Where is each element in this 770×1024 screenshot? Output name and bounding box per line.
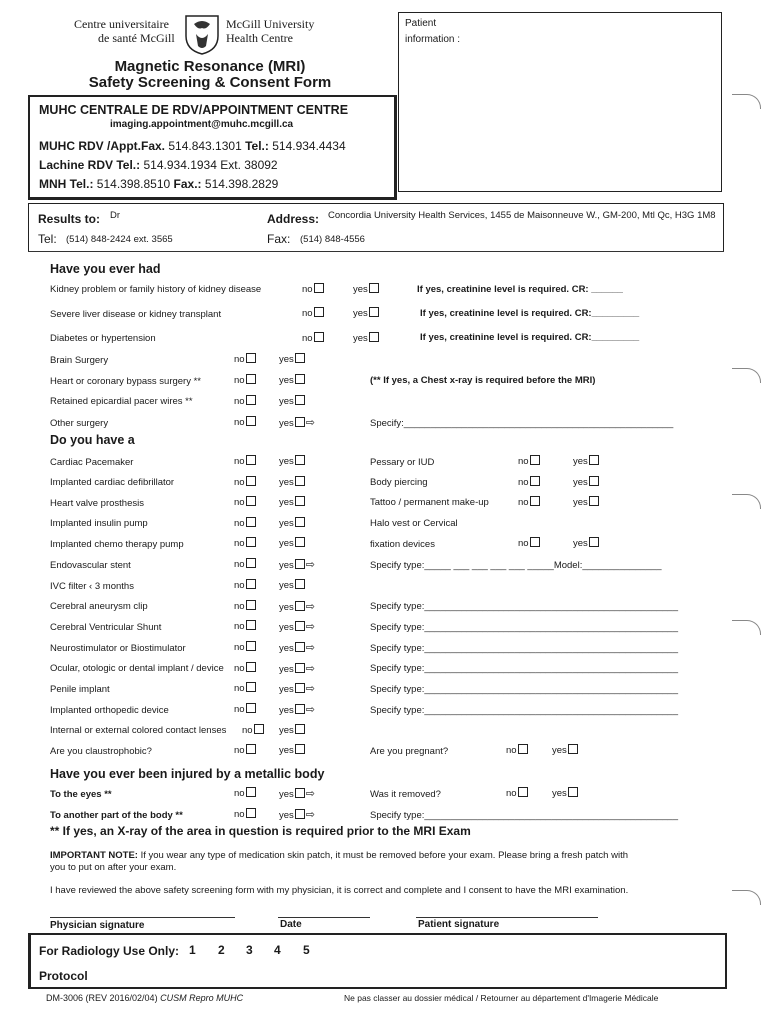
ocular-implant-question: Ocular, otologic or dental implant / device xyxy=(50,663,224,674)
shunt-specify[interactable]: Specify type:________________________________________________ xyxy=(370,622,678,633)
ocular-yes[interactable]: yes ⇨ xyxy=(279,663,316,675)
radiology-option-1[interactable]: 1 xyxy=(189,943,196,957)
lenses-no[interactable]: no xyxy=(242,724,264,736)
removed-no[interactable]: no xyxy=(506,787,528,799)
other-surgery-question: Other surgery xyxy=(50,418,109,429)
lachine-rdv-label: Lachine RDV Tel.: xyxy=(39,158,141,172)
pregnant-yes[interactable]: yes xyxy=(552,744,578,756)
other-body-part-question: To another part of the body ** xyxy=(50,810,183,821)
fax-value[interactable]: (514) 848-4556 xyxy=(300,234,365,245)
halo-vest-question: Halo vest or Cervical xyxy=(370,518,458,529)
footer-filing-note: Ne pas classer au dossier médical / Retourner au département d'Imagerie Médicale xyxy=(344,993,659,1003)
mnh-tel-label: MNH Tel.: xyxy=(39,177,94,191)
pacemaker-no[interactable]: no xyxy=(234,455,256,467)
neuro-specify[interactable]: Specify type:________________________________________________ xyxy=(370,643,678,654)
consent-statement: I have reviewed the above safety screening form with my physician, it is correct and complete and I consent to have the MRI examination. xyxy=(50,885,629,896)
institution-fr-line2: de santé McGill xyxy=(98,31,175,45)
patient-information-label: information : xyxy=(405,34,461,45)
insulin-no[interactable]: no xyxy=(234,517,256,529)
radiology-option-4[interactable]: 4 xyxy=(274,943,281,957)
other-part-specify[interactable]: Specify type:________________________________________________ xyxy=(370,810,678,821)
institution-fr-line1: Centre universitaire xyxy=(74,17,169,31)
tattoo-question: Tattoo / permanent make-up xyxy=(370,497,489,508)
neuro-yes[interactable]: yes ⇨ xyxy=(279,642,316,654)
xray-requirement-note: ** If yes, an X-ray of the area in question is required prior to the MRI Exam xyxy=(50,824,471,838)
tattoo-no[interactable]: no xyxy=(518,496,540,508)
binder-hole-mark xyxy=(732,94,761,109)
other-yes[interactable]: yes ⇨ xyxy=(279,417,316,429)
ocular-no[interactable]: no xyxy=(234,662,256,674)
kidney-question: Kidney problem or family history of kidney disease xyxy=(50,284,262,295)
liver-note: If yes, creatinine level is required. CR:_________ xyxy=(420,308,640,319)
section-metallic-injury: Have you ever been injured by a metallic body xyxy=(50,767,325,781)
physician-signature-label: Physician signature xyxy=(50,920,145,931)
repro-label: CUSM Repro MUHC xyxy=(160,993,244,1003)
penile-yes[interactable]: yes ⇨ xyxy=(279,683,316,695)
chemo-no[interactable]: no xyxy=(234,537,256,549)
arrow-right-icon: ⇨ xyxy=(305,809,316,821)
other-surgery-specify[interactable]: Specify:___________________________________________________ xyxy=(370,418,674,429)
results-tel-value[interactable]: (514) 848-2424 ext. 3565 xyxy=(66,234,173,245)
section-have-you-ever-had: Have you ever had xyxy=(50,262,161,276)
arrow-right-icon: ⇨ xyxy=(305,601,316,613)
shunt-yes[interactable]: yes ⇨ xyxy=(279,621,316,633)
arrow-right-icon: ⇨ xyxy=(305,417,316,429)
muhc-crest-icon xyxy=(182,12,222,56)
date-label: Date xyxy=(280,919,302,930)
claustro-no[interactable]: no xyxy=(234,744,256,756)
institution-en-line1: McGill University xyxy=(226,17,315,31)
eyes-no[interactable]: no xyxy=(234,787,256,799)
pacer-wires-question: Retained epicardial pacer wires ** xyxy=(50,396,193,407)
chemo-pump-question: Implanted chemo therapy pump xyxy=(50,539,184,550)
kidney-note: If yes, creatinine level is required. CR: ______ xyxy=(417,284,623,295)
radiology-use-label: For Radiology Use Only: xyxy=(39,944,180,958)
pessary-yes[interactable]: yes xyxy=(573,455,599,467)
muhc-rdv-fax-label: MUHC RDV /Appt.Fax. xyxy=(39,139,165,153)
valve-yes[interactable]: yes xyxy=(279,496,305,508)
defibrillator-no[interactable]: no xyxy=(234,476,256,488)
shunt-no[interactable]: no xyxy=(234,620,256,632)
liver-no[interactable]: no xyxy=(302,307,324,319)
aneurysm-yes[interactable]: yes ⇨ xyxy=(279,601,316,613)
arrow-right-icon: ⇨ xyxy=(305,559,316,571)
insulin-yes[interactable]: yes xyxy=(279,517,305,529)
binder-hole-mark xyxy=(732,494,761,509)
stent-no[interactable]: no xyxy=(234,558,256,570)
brain-no[interactable]: no xyxy=(234,353,256,365)
ivc-filter-question: IVC filter ‹ 3 months xyxy=(50,581,134,592)
appointment-email[interactable]: imaging.appointment@muhc.mcgill.ca xyxy=(110,119,294,130)
ortho-specify[interactable]: Specify type:________________________________________________ xyxy=(370,705,678,716)
diabetes-no[interactable]: no xyxy=(302,332,324,344)
arrow-right-icon: ⇨ xyxy=(305,663,316,675)
diabetes-note: If yes, creatinine level is required. CR:_________ xyxy=(420,332,640,343)
piercing-yes[interactable]: yes xyxy=(573,476,599,488)
muhc-rdv-fax-value: 514.843.1301 xyxy=(168,139,242,153)
lenses-yes[interactable]: yes xyxy=(279,724,305,736)
muhc-rdv-tel-label: Tel.: xyxy=(245,139,269,153)
form-code: DM-3006 (REV 2016/02/04) xyxy=(46,993,158,1003)
ocular-specify[interactable]: Specify type:________________________________________________ xyxy=(370,663,678,674)
appointment-heading: MUHC CENTRALE DE RDV/APPOINTMENT CENTRE xyxy=(39,103,349,117)
binder-hole-mark xyxy=(732,368,761,383)
heart-surgery-question: Heart or coronary bypass surgery ** xyxy=(50,376,202,387)
arrow-right-icon: ⇨ xyxy=(305,642,316,654)
arrow-right-icon: ⇨ xyxy=(305,704,316,716)
penile-implant-question: Penile implant xyxy=(50,684,110,695)
stent-yes[interactable]: yes ⇨ xyxy=(279,559,316,571)
important-note-text: If you wear any type of medication skin patch, it must be removed before your exam. Please bring a fresh patch with xyxy=(140,850,628,861)
shunt-question: Cerebral Ventricular Shunt xyxy=(50,622,162,633)
radiology-option-5[interactable]: 5 xyxy=(303,943,310,957)
binder-hole-mark xyxy=(732,890,761,905)
eyes-question: To the eyes ** xyxy=(50,789,112,800)
chemo-yes[interactable]: yes xyxy=(279,537,305,549)
kidney-no[interactable]: no xyxy=(302,283,324,295)
claustro-yes[interactable]: yes xyxy=(279,744,305,756)
ivc-no[interactable]: no xyxy=(234,579,256,591)
patient-signature-label: Patient signature xyxy=(418,919,500,930)
diabetes-yes[interactable]: yes xyxy=(353,332,379,344)
muhc-rdv-tel-value: 514.934.4434 xyxy=(272,139,346,153)
results-tel-label: Tel: xyxy=(38,232,57,246)
radiology-option-3[interactable]: 3 xyxy=(246,943,253,957)
patient-information-box[interactable] xyxy=(398,12,722,192)
ortho-yes[interactable]: yes ⇨ xyxy=(279,704,316,716)
defibrillator-question: Implanted cardiac defibrillator xyxy=(50,477,175,488)
aneurysm-specify[interactable]: Specify type:________________________________________________ xyxy=(370,601,678,612)
valve-no[interactable]: no xyxy=(234,496,256,508)
mnh-tel-value: 514.398.8510 xyxy=(96,177,171,191)
fax-label: Fax: xyxy=(267,232,291,246)
halo-yes[interactable]: yes xyxy=(573,537,599,549)
liver-question: Severe liver disease or kidney transplant xyxy=(50,309,222,320)
penile-no[interactable]: no xyxy=(234,682,256,694)
neurostimulator-question: Neurostimulator or Biostimulator xyxy=(50,643,186,654)
lachine-rdv-value: 514.934.1934 Ext. 38092 xyxy=(143,158,278,172)
brain-surgery-question: Brain Surgery xyxy=(50,355,109,366)
liver-yes[interactable]: yes xyxy=(353,307,379,319)
orthopedic-question: Implanted orthopedic device xyxy=(50,705,169,716)
piercing-question: Body piercing xyxy=(370,477,428,488)
pessary-question: Pessary or IUD xyxy=(370,457,435,468)
pessary-no[interactable]: no xyxy=(518,455,540,467)
pacer-no[interactable]: no xyxy=(234,395,256,407)
address-value[interactable]: Concordia University Health Services, 1455 de Maisonneuve W., GM-200, Mtl Qc, H3G 1M8 xyxy=(328,210,716,221)
neuro-no[interactable]: no xyxy=(234,641,256,653)
appointment-centre-box xyxy=(28,95,397,200)
other-part-no[interactable]: no xyxy=(234,808,256,820)
valve-question: Heart valve prosthesis xyxy=(50,498,144,509)
claustrophobic-question: Are you claustrophobic? xyxy=(50,746,152,757)
important-note-text-line2: you to put on after your exam. xyxy=(50,862,177,873)
other-part-yes[interactable]: yes ⇨ xyxy=(279,809,316,821)
ortho-no[interactable]: no xyxy=(234,703,256,715)
pacemaker-question: Cardiac Pacemaker xyxy=(50,457,134,468)
section-do-you-have: Do you have a xyxy=(50,433,135,447)
heart-no[interactable]: no xyxy=(234,374,256,386)
tattoo-yes[interactable]: yes xyxy=(573,496,599,508)
mnh-fax-label: Fax.: xyxy=(173,177,202,191)
removed-yes[interactable]: yes xyxy=(552,787,578,799)
pacer-yes[interactable]: yes xyxy=(279,395,305,407)
important-note-label: IMPORTANT NOTE: xyxy=(50,850,138,861)
results-to-value[interactable]: Dr xyxy=(110,210,121,221)
eyes-yes[interactable]: yes ⇨ xyxy=(279,788,316,800)
arrow-right-icon: ⇨ xyxy=(305,683,316,695)
halo-vest-question-line2: fixation devices xyxy=(370,539,435,550)
aneurysm-clip-question: Cerebral aneurysm clip xyxy=(50,601,148,612)
heart-yes[interactable]: yes xyxy=(279,374,305,386)
aneurysm-no[interactable]: no xyxy=(234,600,256,612)
pregnant-question: Are you pregnant? xyxy=(370,746,449,757)
piercing-no[interactable]: no xyxy=(518,476,540,488)
pregnant-no[interactable]: no xyxy=(506,744,528,756)
arrow-right-icon: ⇨ xyxy=(305,788,316,800)
diabetes-question: Diabetes or hypertension xyxy=(50,333,156,344)
removed-question: Was it removed? xyxy=(370,789,441,800)
form-title-line1: Magnetic Resonance (MRI) xyxy=(114,58,306,75)
mnh-fax-value: 514.398.2829 xyxy=(204,177,279,191)
penile-specify[interactable]: Specify type:________________________________________________ xyxy=(370,684,678,695)
protocol-label: Protocol xyxy=(39,969,88,983)
address-label: Address: xyxy=(267,212,320,226)
radiology-use-box xyxy=(28,933,727,989)
halo-no[interactable]: no xyxy=(518,537,540,549)
chest-xray-note: (** If yes, a Chest x-ray is required before the MRI) xyxy=(370,375,596,386)
radiology-option-2[interactable]: 2 xyxy=(218,943,225,957)
defibrillator-yes[interactable]: yes xyxy=(279,476,305,488)
patient-signature-line[interactable] xyxy=(416,917,598,918)
date-line[interactable] xyxy=(278,917,370,918)
contact-lenses-question: Internal or external colored contact lenses xyxy=(50,725,227,736)
kidney-yes[interactable]: yes xyxy=(353,283,379,295)
form-title-line2: Safety Screening & Consent Form xyxy=(88,74,332,91)
brain-yes[interactable]: yes xyxy=(279,353,305,365)
binder-hole-mark xyxy=(732,620,761,635)
patient-label: Patient xyxy=(405,18,437,29)
ivc-yes[interactable]: yes xyxy=(279,579,305,591)
insulin-pump-question: Implanted insulin pump xyxy=(50,518,148,529)
results-to-label: Results to: xyxy=(38,212,101,226)
stent-specify[interactable]: Specify type:_____ ___ ___ ___ ___ _____Model:_______________ xyxy=(370,560,662,571)
other-no[interactable]: no xyxy=(234,416,256,428)
institution-en-line2: Health Centre xyxy=(226,31,293,45)
arrow-right-icon: ⇨ xyxy=(305,621,316,633)
pacemaker-yes[interactable]: yes xyxy=(279,455,305,467)
stent-question: Endovascular stent xyxy=(50,560,131,571)
physician-signature-line[interactable] xyxy=(50,917,235,918)
